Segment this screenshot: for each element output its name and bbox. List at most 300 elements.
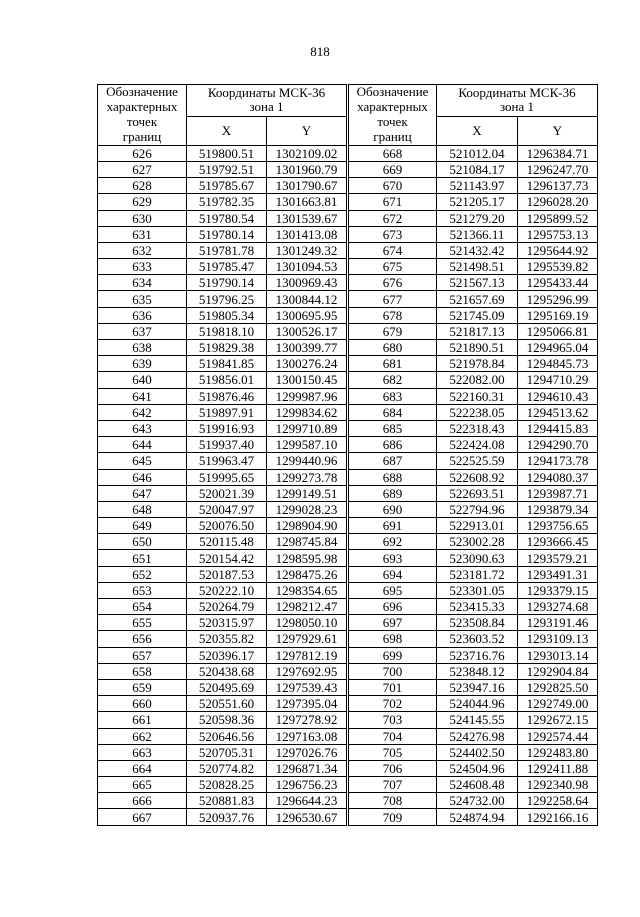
point-number-cell: 655	[98, 615, 187, 631]
table-row	[98, 679, 347, 695]
x-coordinate-cell: 523301.05	[437, 582, 518, 598]
y-coordinate-cell: 1298050.10	[267, 615, 347, 631]
table-row	[349, 696, 598, 712]
point-number-cell: 662	[98, 728, 187, 744]
x-coordinate-cell: 520154.42	[187, 550, 267, 566]
point-number-cell: 693	[349, 550, 437, 566]
table-row	[98, 437, 347, 453]
y-coordinate-cell: 1292672.15	[518, 712, 598, 728]
table-row	[349, 679, 598, 695]
x-coordinate-cell: 519897.91	[187, 404, 267, 420]
y-coordinate-cell: 1299440.96	[267, 453, 347, 469]
y-coordinate-cell: 1295433.44	[518, 275, 598, 291]
y-column-header: Y	[267, 116, 347, 145]
point-number-cell: 679	[349, 323, 437, 339]
y-coordinate-cell: 1300399.77	[267, 340, 347, 356]
table-row	[349, 712, 598, 728]
table-row	[98, 259, 347, 275]
x-coordinate-cell: 523181.72	[437, 566, 518, 582]
table-row	[349, 178, 598, 194]
y-coordinate-cell: 1292904.84	[518, 663, 598, 679]
point-number-cell: 663	[98, 744, 187, 760]
y-coordinate-cell: 1298475.26	[267, 566, 347, 582]
table-row	[349, 356, 598, 372]
y-coordinate-cell: 1301663.81	[267, 194, 347, 210]
x-coordinate-cell: 524732.00	[437, 793, 518, 809]
point-number-cell: 626	[98, 145, 187, 161]
coordinates-table-right	[348, 84, 598, 826]
y-coordinate-cell: 1292258.64	[518, 793, 598, 809]
page-number: 818	[310, 44, 330, 59]
point-number-cell: 684	[349, 404, 437, 420]
point-number-cell: 680	[349, 340, 437, 356]
y-coordinate-cell: 1297395.04	[267, 696, 347, 712]
y-coordinate-cell: 1298904.90	[267, 518, 347, 534]
table-row	[98, 728, 347, 744]
y-coordinate-cell: 1293491.31	[518, 566, 598, 582]
y-coordinate-cell: 1297812.19	[267, 647, 347, 663]
y-coordinate-cell: 1295296.99	[518, 291, 598, 307]
table-row	[98, 356, 347, 372]
point-name-header: Обозначение характерных точек границ	[349, 85, 437, 146]
x-coordinate-cell: 519792.51	[187, 161, 267, 177]
point-number-cell: 653	[98, 582, 187, 598]
table-row	[349, 242, 598, 258]
point-number-cell: 666	[98, 793, 187, 809]
table-row	[98, 178, 347, 194]
x-coordinate-cell: 521745.09	[437, 307, 518, 323]
x-coordinate-cell: 521143.97	[437, 178, 518, 194]
x-coordinate-cell: 522525.59	[437, 453, 518, 469]
x-coordinate-cell: 524504.96	[437, 760, 518, 776]
table-row	[349, 404, 598, 420]
point-number-cell: 691	[349, 518, 437, 534]
y-coordinate-cell: 1301094.53	[267, 259, 347, 275]
point-number-cell: 696	[349, 599, 437, 615]
y-coordinate-cell: 1297929.61	[267, 631, 347, 647]
table-row	[98, 372, 347, 388]
table-row	[98, 323, 347, 339]
table-row	[98, 420, 347, 436]
table-row	[98, 615, 347, 631]
table-body-right	[349, 145, 598, 825]
y-coordinate-cell: 1299273.78	[267, 469, 347, 485]
y-coordinate-cell: 1295753.13	[518, 226, 598, 242]
x-coordinate-cell: 519782.35	[187, 194, 267, 210]
x-coordinate-cell: 520264.79	[187, 599, 267, 615]
x-coordinate-cell: 521567.13	[437, 275, 518, 291]
table-row	[98, 582, 347, 598]
y-coordinate-cell: 1295644.92	[518, 242, 598, 258]
x-coordinate-cell: 523603.52	[437, 631, 518, 647]
y-coordinate-cell: 1299710.89	[267, 420, 347, 436]
point-number-cell: 669	[349, 161, 437, 177]
table-row	[98, 599, 347, 615]
point-number-cell: 664	[98, 760, 187, 776]
point-number-cell: 673	[349, 226, 437, 242]
y-coordinate-cell: 1299587.10	[267, 437, 347, 453]
point-number-cell: 641	[98, 388, 187, 404]
table-row	[349, 194, 598, 210]
table-row	[98, 631, 347, 647]
y-coordinate-cell: 1297026.76	[267, 744, 347, 760]
x-coordinate-cell: 520937.76	[187, 809, 267, 825]
table-row	[349, 566, 598, 582]
y-coordinate-cell: 1292411.88	[518, 760, 598, 776]
x-coordinate-cell: 519876.46	[187, 388, 267, 404]
point-number-cell: 677	[349, 291, 437, 307]
x-coordinate-cell: 520396.17	[187, 647, 267, 663]
y-coordinate-cell: 1301249.32	[267, 242, 347, 258]
point-number-cell: 700	[349, 663, 437, 679]
x-coordinate-cell: 523415.33	[437, 599, 518, 615]
point-number-cell: 706	[349, 760, 437, 776]
table-row	[349, 453, 598, 469]
table-row	[98, 696, 347, 712]
y-coordinate-cell: 1298745.84	[267, 534, 347, 550]
y-coordinate-cell: 1300695.95	[267, 307, 347, 323]
x-coordinate-cell: 519781.78	[187, 242, 267, 258]
point-number-cell: 672	[349, 210, 437, 226]
table-row	[98, 291, 347, 307]
y-coordinate-cell: 1296247.70	[518, 161, 598, 177]
point-number-cell: 633	[98, 259, 187, 275]
x-coordinate-cell: 523947.16	[437, 679, 518, 695]
point-number-cell: 697	[349, 615, 437, 631]
y-coordinate-cell: 1294965.04	[518, 340, 598, 356]
table-row	[98, 242, 347, 258]
y-coordinate-cell: 1293013.14	[518, 647, 598, 663]
point-number-cell: 644	[98, 437, 187, 453]
y-coordinate-cell: 1300150.45	[267, 372, 347, 388]
x-coordinate-cell: 520495.69	[187, 679, 267, 695]
table-row	[349, 291, 598, 307]
y-coordinate-cell: 1295169.19	[518, 307, 598, 323]
y-coordinate-cell: 1299149.51	[267, 485, 347, 501]
y-coordinate-cell: 1300276.24	[267, 356, 347, 372]
point-number-cell: 690	[349, 501, 437, 517]
table-row	[349, 631, 598, 647]
x-coordinate-cell: 522693.51	[437, 485, 518, 501]
point-number-cell: 708	[349, 793, 437, 809]
point-number-cell: 705	[349, 744, 437, 760]
x-coordinate-cell: 521890.51	[437, 340, 518, 356]
y-coordinate-cell: 1294710.29	[518, 372, 598, 388]
table-row	[98, 388, 347, 404]
y-coordinate-cell: 1298595.98	[267, 550, 347, 566]
table-row	[98, 518, 347, 534]
point-number-cell: 702	[349, 696, 437, 712]
point-number-cell: 648	[98, 501, 187, 517]
point-number-cell: 642	[98, 404, 187, 420]
point-number-cell: 627	[98, 161, 187, 177]
table-row	[98, 485, 347, 501]
table-row	[349, 501, 598, 517]
point-number-cell: 630	[98, 210, 187, 226]
y-coordinate-cell: 1297692.95	[267, 663, 347, 679]
y-coordinate-cell: 1301413.08	[267, 226, 347, 242]
x-coordinate-cell: 520438.68	[187, 663, 267, 679]
y-coordinate-cell: 1296756.23	[267, 777, 347, 793]
x-coordinate-cell: 520551.60	[187, 696, 267, 712]
y-coordinate-cell: 1294290.70	[518, 437, 598, 453]
table-row	[98, 744, 347, 760]
y-coordinate-cell: 1293879.34	[518, 501, 598, 517]
x-coordinate-cell: 520222.10	[187, 582, 267, 598]
y-coordinate-cell: 1294080.37	[518, 469, 598, 485]
y-coordinate-cell: 1293191.46	[518, 615, 598, 631]
x-coordinate-cell: 521366.11	[437, 226, 518, 242]
x-coordinate-cell: 521084.17	[437, 161, 518, 177]
x-coordinate-cell: 523848.12	[437, 663, 518, 679]
table-row	[349, 744, 598, 760]
coordinates-table-left	[97, 84, 347, 826]
x-coordinate-cell: 519785.47	[187, 259, 267, 275]
table-row	[98, 534, 347, 550]
point-number-cell: 685	[349, 420, 437, 436]
table-row	[349, 599, 598, 615]
y-coordinate-cell: 1296530.67	[267, 809, 347, 825]
y-coordinate-cell: 1293109.13	[518, 631, 598, 647]
x-coordinate-cell: 521817.13	[437, 323, 518, 339]
y-coordinate-cell: 1298212.47	[267, 599, 347, 615]
point-number-cell: 632	[98, 242, 187, 258]
point-number-cell: 654	[98, 599, 187, 615]
x-coordinate-cell: 520355.82	[187, 631, 267, 647]
point-number-cell: 643	[98, 420, 187, 436]
table-row	[98, 501, 347, 517]
point-number-cell: 659	[98, 679, 187, 695]
point-number-cell: 636	[98, 307, 187, 323]
x-coordinate-cell: 519818.10	[187, 323, 267, 339]
x-coordinate-cell: 519805.34	[187, 307, 267, 323]
table-row	[98, 210, 347, 226]
y-coordinate-cell: 1295539.82	[518, 259, 598, 275]
x-coordinate-cell: 519780.54	[187, 210, 267, 226]
x-coordinate-cell: 524608.48	[437, 777, 518, 793]
x-coordinate-cell: 521657.69	[437, 291, 518, 307]
x-coordinate-cell: 520021.39	[187, 485, 267, 501]
x-coordinate-cell: 520315.97	[187, 615, 267, 631]
x-coordinate-cell: 519963.47	[187, 453, 267, 469]
x-coordinate-cell: 520598.36	[187, 712, 267, 728]
point-number-cell: 683	[349, 388, 437, 404]
x-column-header: X	[187, 116, 267, 145]
x-column-header: X	[437, 116, 518, 145]
point-number-cell: 658	[98, 663, 187, 679]
y-coordinate-cell: 1292340.98	[518, 777, 598, 793]
table-row	[349, 372, 598, 388]
y-coordinate-cell: 1301790.67	[267, 178, 347, 194]
x-coordinate-cell: 520774.82	[187, 760, 267, 776]
x-coordinate-cell: 521205.17	[437, 194, 518, 210]
table-row	[349, 145, 598, 161]
y-coordinate-cell: 1298354.65	[267, 582, 347, 598]
point-number-cell: 694	[349, 566, 437, 582]
y-coordinate-cell: 1292574.44	[518, 728, 598, 744]
y-coordinate-cell: 1300969.43	[267, 275, 347, 291]
y-coordinate-cell: 1292825.50	[518, 679, 598, 695]
x-coordinate-cell: 522160.31	[437, 388, 518, 404]
x-coordinate-cell: 520646.56	[187, 728, 267, 744]
x-coordinate-cell: 519841.85	[187, 356, 267, 372]
point-number-cell: 699	[349, 647, 437, 663]
table-row	[349, 437, 598, 453]
x-coordinate-cell: 521978.84	[437, 356, 518, 372]
x-coordinate-cell: 519796.25	[187, 291, 267, 307]
table-row	[98, 469, 347, 485]
x-coordinate-cell: 520881.83	[187, 793, 267, 809]
x-coordinate-cell: 522424.08	[437, 437, 518, 453]
x-coordinate-cell: 520115.48	[187, 534, 267, 550]
table-row	[98, 777, 347, 793]
point-number-cell: 656	[98, 631, 187, 647]
point-number-cell: 637	[98, 323, 187, 339]
table-row	[98, 404, 347, 420]
table-row	[98, 340, 347, 356]
x-coordinate-cell: 524402.50	[437, 744, 518, 760]
point-number-cell: 674	[349, 242, 437, 258]
y-coordinate-cell: 1296871.34	[267, 760, 347, 776]
table-row	[349, 615, 598, 631]
table-row	[349, 582, 598, 598]
x-coordinate-cell: 521012.04	[437, 145, 518, 161]
x-coordinate-cell: 521432.42	[437, 242, 518, 258]
x-coordinate-cell: 519780.14	[187, 226, 267, 242]
x-coordinate-cell: 519800.51	[187, 145, 267, 161]
point-number-cell: 634	[98, 275, 187, 291]
x-coordinate-cell: 523090.63	[437, 550, 518, 566]
point-number-cell: 652	[98, 566, 187, 582]
x-coordinate-cell: 519785.67	[187, 178, 267, 194]
table-row	[349, 469, 598, 485]
point-number-cell: 681	[349, 356, 437, 372]
table-row	[349, 647, 598, 663]
point-number-cell: 695	[349, 582, 437, 598]
x-coordinate-cell: 520705.31	[187, 744, 267, 760]
point-number-cell: 645	[98, 453, 187, 469]
y-coordinate-cell: 1292166.16	[518, 809, 598, 825]
table-row	[98, 145, 347, 161]
table-row	[349, 550, 598, 566]
table-row	[349, 420, 598, 436]
y-coordinate-cell: 1293579.21	[518, 550, 598, 566]
table-row	[349, 275, 598, 291]
table-row	[98, 793, 347, 809]
point-number-cell: 629	[98, 194, 187, 210]
table-row	[349, 663, 598, 679]
x-coordinate-cell: 520187.53	[187, 566, 267, 582]
y-coordinate-cell: 1300526.17	[267, 323, 347, 339]
y-coordinate-cell: 1301960.79	[267, 161, 347, 177]
y-coordinate-cell: 1294513.62	[518, 404, 598, 420]
table-row	[349, 728, 598, 744]
y-coordinate-cell: 1299028.23	[267, 501, 347, 517]
point-number-cell: 689	[349, 485, 437, 501]
table-row	[349, 809, 598, 825]
point-number-cell: 631	[98, 226, 187, 242]
x-coordinate-cell: 522318.43	[437, 420, 518, 436]
point-number-cell: 649	[98, 518, 187, 534]
point-number-cell: 675	[349, 259, 437, 275]
table-row	[98, 453, 347, 469]
point-number-cell: 647	[98, 485, 187, 501]
table-row	[98, 275, 347, 291]
table-row	[98, 663, 347, 679]
x-coordinate-cell: 519829.38	[187, 340, 267, 356]
x-coordinate-cell: 523716.76	[437, 647, 518, 663]
y-coordinate-cell: 1293379.15	[518, 582, 598, 598]
point-number-cell: 676	[349, 275, 437, 291]
y-coordinate-cell: 1300844.12	[267, 291, 347, 307]
x-coordinate-cell: 524874.94	[437, 809, 518, 825]
x-coordinate-cell: 519995.65	[187, 469, 267, 485]
y-coordinate-cell: 1294173.78	[518, 453, 598, 469]
x-coordinate-cell: 520076.50	[187, 518, 267, 534]
y-coordinate-cell: 1296384.71	[518, 145, 598, 161]
point-number-cell: 657	[98, 647, 187, 663]
y-coordinate-cell: 1296644.23	[267, 793, 347, 809]
y-coordinate-cell: 1296028.20	[518, 194, 598, 210]
point-number-cell: 668	[349, 145, 437, 161]
table-row	[349, 534, 598, 550]
point-number-cell: 670	[349, 178, 437, 194]
point-number-cell: 639	[98, 356, 187, 372]
coordinates-header: Координаты МСК-36 зона 1	[437, 85, 598, 117]
x-coordinate-cell: 524276.98	[437, 728, 518, 744]
point-number-cell: 701	[349, 679, 437, 695]
table-row	[98, 226, 347, 242]
table-row	[98, 566, 347, 582]
point-number-cell: 707	[349, 777, 437, 793]
point-number-cell: 628	[98, 178, 187, 194]
table-row	[349, 760, 598, 776]
point-number-cell: 650	[98, 534, 187, 550]
y-coordinate-cell: 1294845.73	[518, 356, 598, 372]
point-number-cell: 692	[349, 534, 437, 550]
point-number-cell: 646	[98, 469, 187, 485]
point-number-cell: 678	[349, 307, 437, 323]
y-coordinate-cell: 1294610.43	[518, 388, 598, 404]
x-coordinate-cell: 522794.96	[437, 501, 518, 517]
y-coordinate-cell: 1302109.02	[267, 145, 347, 161]
x-coordinate-cell: 523002.28	[437, 534, 518, 550]
table-row	[349, 307, 598, 323]
point-number-cell: 671	[349, 194, 437, 210]
table-row	[98, 647, 347, 663]
table-row	[98, 161, 347, 177]
table-row	[98, 760, 347, 776]
y-coordinate-cell: 1295899.52	[518, 210, 598, 226]
y-coordinate-cell: 1297278.92	[267, 712, 347, 728]
x-coordinate-cell: 524145.55	[437, 712, 518, 728]
x-coordinate-cell: 521279.20	[437, 210, 518, 226]
table-row	[349, 210, 598, 226]
point-number-cell: 651	[98, 550, 187, 566]
table-row	[98, 809, 347, 825]
y-coordinate-cell: 1294415.83	[518, 420, 598, 436]
point-number-cell: 686	[349, 437, 437, 453]
point-number-cell: 698	[349, 631, 437, 647]
table-row	[349, 323, 598, 339]
x-coordinate-cell: 519937.40	[187, 437, 267, 453]
x-coordinate-cell: 519916.93	[187, 420, 267, 436]
point-number-cell: 667	[98, 809, 187, 825]
point-number-cell: 665	[98, 777, 187, 793]
x-coordinate-cell: 522608.92	[437, 469, 518, 485]
point-name-header: Обозначение характерных точек границ	[98, 85, 187, 146]
point-number-cell: 703	[349, 712, 437, 728]
